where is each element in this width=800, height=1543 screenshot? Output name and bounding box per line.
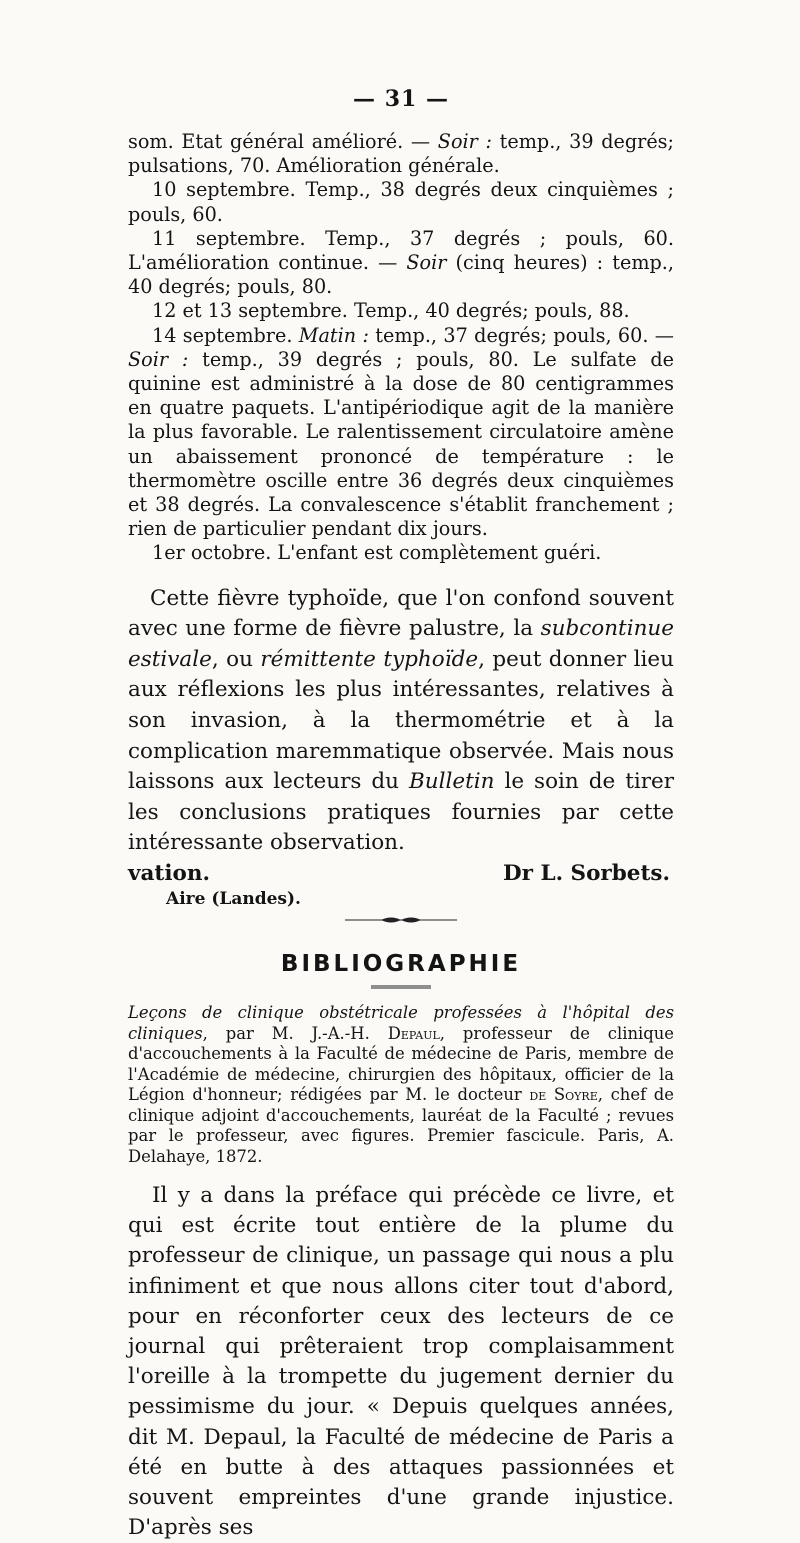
section-title: BIBLIOGRAPHIE [280, 951, 522, 977]
title-rule-icon [371, 985, 431, 989]
case-paragraph [128, 227, 674, 300]
text-run: , peut donner lieu aux réflexions les plus intéressantes, relatives à son invasion, à la thermométrie et à la complication maremmatique observée. Mais nous laissons aux lecteurs du [128, 646, 674, 795]
author-signature: Dr L. Sorbets. [503, 861, 670, 886]
text-run: 11 septembre. Temp., 37 degrés ; pouls, 60. L'amélioration continue. — [128, 226, 674, 275]
text-run: temp., 39 degrés; pulsations, 70. Amélioration générale. [128, 130, 674, 178]
page-number: — 31 — [353, 86, 449, 112]
author-location: Aire (Landes). [166, 889, 301, 909]
text-run: , ou [211, 646, 261, 672]
text-run: 10 septembre. Temp., 38 degrés deux cinquièmes ; pouls, 60. [128, 178, 674, 226]
text-run: (cinq heures) : temp., 40 degrés; pouls, 80. [128, 251, 674, 299]
case-paragraph [128, 541, 674, 565]
signature-line-end: vation. [128, 861, 210, 886]
text-run: Il y a dans la préface qui précède ce livre, et qui est écrite tout entière de la plume du professeur de clinique, un passage qui nous a plu infiniment et que nous allons citer tout d'abord, pour en réconforter ceux des lecteurs de ce journal qui prêteraient trop complaisamment l'oreille à la trompette du jugement dernier du pessimisme du jour. « Depuis quelques années, dit M. Depaul, la Faculté de médecine de Paris a été en butte à des attaques passionnées et souvent empreintes d'une grande injustice. D'après ses [128, 1183, 674, 1541]
text-run: Matin : [298, 323, 369, 347]
text-run: 14 septembre. [152, 323, 299, 347]
text-run: som. Etat général amélioré. — [128, 130, 438, 153]
text-run: temp., 39 degrés ; pouls, 80. Le sulfate de quinine est administré à la dose de 80 centigrammes en quatre paquets. L'antipériodique agit de la manière la plus favorable. Le ralentissement circulatoire amène un abaissement prononcé de température : le thermomètre oscille entre 36 degrés deux cinquièmes et 38 degrés. La convalescence s'établit franchement ; rien de particulier pendant dix jours. [128, 347, 675, 541]
ornamental-divider-icon [341, 915, 461, 925]
case-paragraph [128, 324, 674, 542]
book-review [128, 1181, 674, 1543]
case-paragraph [128, 130, 674, 178]
text-run: , professeur de clinique d'accouchements à la Faculté de médecine de Paris, membre de l'Académie de médecine, chirurgien des hôpitaux, officier de la Légion d'honneur; rédigées par M. le docteur [128, 1023, 675, 1104]
text-run: rémittente typhoïde [260, 646, 479, 672]
case-paragraph [128, 299, 674, 323]
text-run: de Soyre [529, 1085, 598, 1104]
commentary-section [128, 584, 674, 909]
text-run: Soir : [128, 347, 189, 371]
text-run: Cette fièvre typhoïde, que l'on confond souvent avec une forme de fièvre palustre, la [128, 585, 674, 642]
text-run: Soir [406, 251, 447, 275]
text-run: le soin de tirer les conclusions pratiques fournies par cette intéressante observation. [128, 769, 674, 856]
text-run: , par M. J.-A.-H. [202, 1023, 388, 1043]
text-run: temp., 37 degrés; pouls, 60. — [368, 323, 674, 347]
commentary-paragraph [128, 584, 674, 859]
text-run: Soir : [437, 130, 492, 153]
signature-row [128, 859, 674, 889]
case-paragraph [128, 178, 674, 226]
bibliographic-reference [128, 1003, 674, 1167]
text-run: Bulletin [408, 769, 495, 795]
text-run: Depaul [387, 1023, 440, 1043]
text-run: subcontinue estivale [128, 616, 674, 672]
text-run: 1er octobre. L'enfant est complètement guéri. [152, 541, 602, 565]
text-run: , chef de clinique adjoint d'accouchements, lauréat de la Faculté ; revues par le professeur, avec figures. Premier fascicule. Paris, A. Delahaye, 1872. [128, 1085, 674, 1166]
text-run: Leçons de clinique obstétricale professées à l'hôpital des cliniques [128, 1003, 674, 1043]
review-paragraph [128, 1181, 674, 1543]
case-observation-text [128, 130, 674, 566]
text-run: 12 et 13 septembre. Temp., 40 degrés; pouls, 88. [152, 299, 630, 323]
